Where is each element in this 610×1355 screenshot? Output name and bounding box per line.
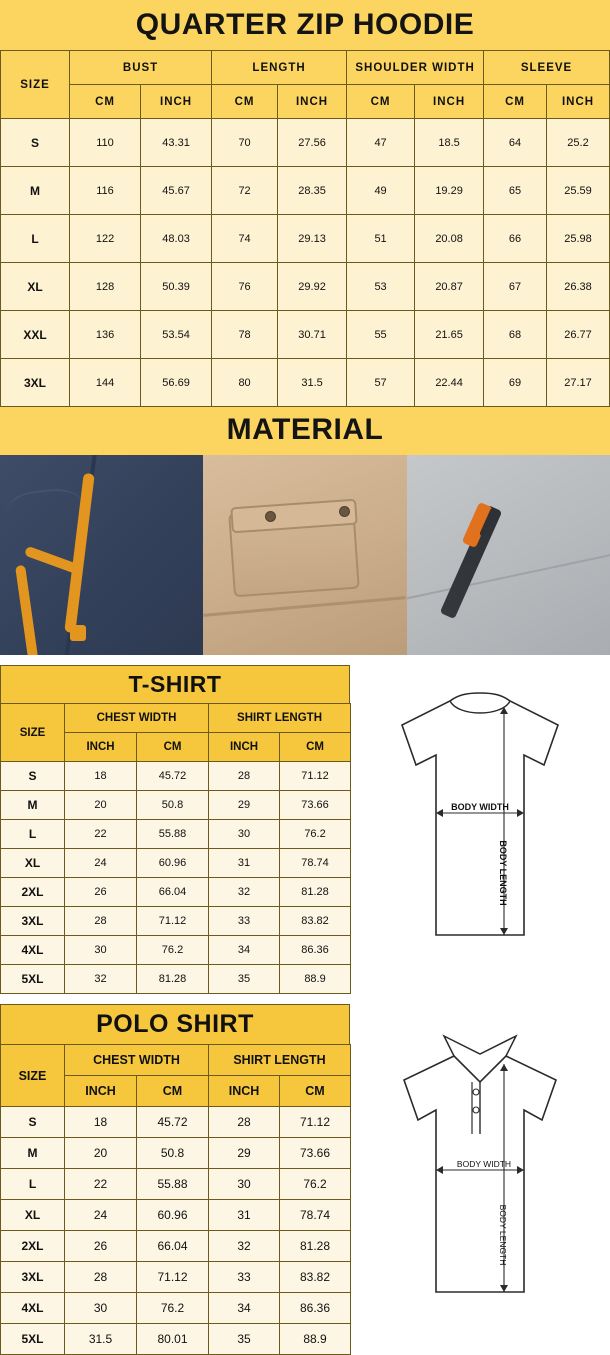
tshirt-size-table bbox=[0, 703, 351, 994]
cell: 28 bbox=[65, 907, 137, 936]
cell: 30 bbox=[65, 936, 137, 965]
tshirt-size-label: 3XL bbox=[1, 907, 65, 936]
cell: 67 bbox=[484, 263, 547, 311]
cell: 88.9 bbox=[280, 1324, 351, 1355]
polo-size-label: 4XL bbox=[1, 1293, 65, 1324]
cell: 74 bbox=[212, 215, 278, 263]
table-row bbox=[1, 119, 610, 167]
cell: 81.28 bbox=[280, 878, 351, 907]
cell: 20 bbox=[65, 791, 137, 820]
cell: 60.96 bbox=[137, 1200, 209, 1231]
cell: 53.54 bbox=[141, 311, 212, 359]
table-row bbox=[1, 1200, 351, 1231]
cell: 26 bbox=[65, 1231, 137, 1262]
hoodie-unit-length-cm: CM bbox=[212, 85, 278, 119]
hoodie-size-label: M bbox=[1, 167, 70, 215]
cell: 28.35 bbox=[278, 167, 347, 215]
tshirt-size-label: S bbox=[1, 762, 65, 791]
cell: 35 bbox=[209, 965, 280, 994]
polo-unit-length-cm: CM bbox=[280, 1076, 351, 1107]
cell: 65 bbox=[484, 167, 547, 215]
polo-body-length-label: BODY LENGTH bbox=[498, 1204, 508, 1266]
grey-fleece-pen-photo bbox=[407, 455, 610, 655]
hoodie-size-label: XXL bbox=[1, 311, 70, 359]
tshirt-diagram bbox=[350, 665, 610, 953]
polo-size-label: XL bbox=[1, 1200, 65, 1231]
cell: 66.04 bbox=[137, 1231, 209, 1262]
cell: 28 bbox=[209, 762, 280, 791]
table-row bbox=[1, 1231, 351, 1262]
polo-header-size: SIZE bbox=[1, 1045, 65, 1107]
cell: 88.9 bbox=[280, 965, 351, 994]
cell: 33 bbox=[209, 907, 280, 936]
hoodie-size-label: XL bbox=[1, 263, 70, 311]
hoodie-unit-sleeve-cm: CM bbox=[484, 85, 547, 119]
table-row bbox=[1, 311, 610, 359]
cell: 66.04 bbox=[137, 878, 209, 907]
cell: 55 bbox=[347, 311, 415, 359]
hoodie-header-size: SIZE bbox=[1, 51, 70, 119]
tshirt-unit-length-cm: CM bbox=[280, 733, 351, 762]
polo-unit-length-inch: INCH bbox=[209, 1076, 280, 1107]
cell: 73.66 bbox=[280, 791, 351, 820]
cell: 20.87 bbox=[415, 263, 484, 311]
cell: 30 bbox=[65, 1293, 137, 1324]
cell: 55.88 bbox=[137, 820, 209, 849]
cell: 20.08 bbox=[415, 215, 484, 263]
cell: 25.2 bbox=[547, 119, 610, 167]
cell: 72 bbox=[212, 167, 278, 215]
cell: 30.71 bbox=[278, 311, 347, 359]
cell: 71.12 bbox=[280, 762, 351, 791]
cell: 31.5 bbox=[278, 359, 347, 407]
cell: 45.67 bbox=[141, 167, 212, 215]
cell: 45.72 bbox=[137, 762, 209, 791]
tshirt-body-length-label: BODY LENGTH bbox=[498, 840, 508, 906]
polo-size-label: M bbox=[1, 1138, 65, 1169]
tshirt-body-width-label: BODY WIDTH bbox=[451, 802, 509, 812]
hoodie-size-table bbox=[0, 50, 610, 407]
cell: 47 bbox=[347, 119, 415, 167]
hoodie-unit-bust-inch: INCH bbox=[141, 85, 212, 119]
cell: 26.77 bbox=[547, 311, 610, 359]
cell: 18.5 bbox=[415, 119, 484, 167]
table-row bbox=[1, 359, 610, 407]
polo-header-shirt-length: SHIRT LENGTH bbox=[209, 1045, 351, 1076]
cell: 68 bbox=[484, 311, 547, 359]
cell: 30 bbox=[209, 820, 280, 849]
cell: 86.36 bbox=[280, 936, 351, 965]
cell: 50.8 bbox=[137, 1138, 209, 1169]
table-row bbox=[1, 849, 351, 878]
cell: 66 bbox=[484, 215, 547, 263]
hoodie-header-bust: BUST bbox=[70, 51, 212, 85]
cell: 78.74 bbox=[280, 849, 351, 878]
tshirt-header-shirt-length: SHIRT LENGTH bbox=[209, 704, 351, 733]
hoodie-size-label: 3XL bbox=[1, 359, 70, 407]
cell: 76.2 bbox=[137, 936, 209, 965]
tshirt-size-label: XL bbox=[1, 849, 65, 878]
cell: 110 bbox=[70, 119, 141, 167]
cell: 70 bbox=[212, 119, 278, 167]
cell: 51 bbox=[347, 215, 415, 263]
cell: 49 bbox=[347, 167, 415, 215]
cell: 25.98 bbox=[547, 215, 610, 263]
cell: 31 bbox=[209, 849, 280, 878]
cell: 34 bbox=[209, 1293, 280, 1324]
cell: 34 bbox=[209, 936, 280, 965]
tshirt-illustration bbox=[380, 683, 580, 953]
tshirt-size-label: 4XL bbox=[1, 936, 65, 965]
tshirt-title: T-SHIRT bbox=[0, 665, 350, 703]
hoodie-header-sleeve: SLEEVE bbox=[484, 51, 610, 85]
cell: 32 bbox=[209, 878, 280, 907]
cell: 33 bbox=[209, 1262, 280, 1293]
tshirt-size-label: L bbox=[1, 820, 65, 849]
cell: 22.44 bbox=[415, 359, 484, 407]
cell: 32 bbox=[209, 1231, 280, 1262]
cell: 26 bbox=[65, 878, 137, 907]
polo-size-label: 3XL bbox=[1, 1262, 65, 1293]
cell: 25.59 bbox=[547, 167, 610, 215]
cell: 71.12 bbox=[137, 1262, 209, 1293]
tshirt-size-label: 2XL bbox=[1, 878, 65, 907]
hoodie-unit-bust-cm: CM bbox=[70, 85, 141, 119]
tshirt-unit-chest-cm: CM bbox=[137, 733, 209, 762]
navy-hoodie-drawstring-photo bbox=[0, 455, 203, 655]
tan-sleeve-pocket-photo bbox=[203, 455, 406, 655]
cell: 81.28 bbox=[137, 965, 209, 994]
hoodie-unit-shoulder-inch: INCH bbox=[415, 85, 484, 119]
polo-title: POLO SHIRT bbox=[0, 1004, 350, 1044]
cell: 71.12 bbox=[137, 907, 209, 936]
cell: 83.82 bbox=[280, 1262, 351, 1293]
hoodie-size-label: S bbox=[1, 119, 70, 167]
table-row bbox=[1, 936, 351, 965]
cell: 21.65 bbox=[415, 311, 484, 359]
hoodie-section bbox=[0, 0, 610, 407]
hoodie-size-label: L bbox=[1, 215, 70, 263]
cell: 48.03 bbox=[141, 215, 212, 263]
polo-header-chest-width: CHEST WIDTH bbox=[65, 1045, 209, 1076]
cell: 76 bbox=[212, 263, 278, 311]
cell: 31 bbox=[209, 1200, 280, 1231]
cell: 69 bbox=[484, 359, 547, 407]
cell: 76.2 bbox=[280, 1169, 351, 1200]
cell: 28 bbox=[209, 1107, 280, 1138]
cell: 29 bbox=[209, 791, 280, 820]
table-row bbox=[1, 1262, 351, 1293]
cell: 122 bbox=[70, 215, 141, 263]
hoodie-unit-length-inch: INCH bbox=[278, 85, 347, 119]
cell: 83.82 bbox=[280, 907, 351, 936]
table-row bbox=[1, 215, 610, 263]
cell: 28 bbox=[65, 1262, 137, 1293]
cell: 29.92 bbox=[278, 263, 347, 311]
cell: 27.17 bbox=[547, 359, 610, 407]
cell: 29 bbox=[209, 1138, 280, 1169]
table-row bbox=[1, 263, 610, 311]
polo-illustration bbox=[380, 1030, 580, 1310]
polo-unit-chest-inch: INCH bbox=[65, 1076, 137, 1107]
cell: 45.72 bbox=[137, 1107, 209, 1138]
cell: 128 bbox=[70, 263, 141, 311]
cell: 32 bbox=[65, 965, 137, 994]
material-title: MATERIAL bbox=[0, 407, 610, 455]
material-photo-strip bbox=[0, 455, 610, 655]
cell: 76.2 bbox=[137, 1293, 209, 1324]
hoodie-title: QUARTER ZIP HOODIE bbox=[0, 0, 610, 50]
cell: 18 bbox=[65, 762, 137, 791]
cell: 78.74 bbox=[280, 1200, 351, 1231]
table-row bbox=[1, 878, 351, 907]
cell: 24 bbox=[65, 1200, 137, 1231]
cell: 136 bbox=[70, 311, 141, 359]
table-row bbox=[1, 965, 351, 994]
cell: 78 bbox=[212, 311, 278, 359]
table-row bbox=[1, 762, 351, 791]
cell: 76.2 bbox=[280, 820, 351, 849]
polo-diagram bbox=[350, 1004, 610, 1310]
table-row bbox=[1, 1293, 351, 1324]
polo-size-label: 2XL bbox=[1, 1231, 65, 1262]
table-row bbox=[1, 1107, 351, 1138]
tshirt-group-header-row bbox=[1, 704, 351, 733]
cell: 24 bbox=[65, 849, 137, 878]
cell: 27.56 bbox=[278, 119, 347, 167]
cell: 30 bbox=[209, 1169, 280, 1200]
tshirt-size-label: M bbox=[1, 791, 65, 820]
tshirt-section bbox=[0, 665, 610, 994]
cell: 18 bbox=[65, 1107, 137, 1138]
polo-body-width-label: BODY WIDTH bbox=[456, 1159, 512, 1169]
hoodie-unit-shoulder-cm: CM bbox=[347, 85, 415, 119]
cell: 20 bbox=[65, 1138, 137, 1169]
cell: 73.66 bbox=[280, 1138, 351, 1169]
cell: 56.69 bbox=[141, 359, 212, 407]
tshirt-size-label: 5XL bbox=[1, 965, 65, 994]
tshirt-unit-chest-inch: INCH bbox=[65, 733, 137, 762]
hoodie-unit-header-row bbox=[1, 85, 610, 119]
cell: 50.39 bbox=[141, 263, 212, 311]
cell: 55.88 bbox=[137, 1169, 209, 1200]
polo-size-label: 5XL bbox=[1, 1324, 65, 1355]
polo-size-label: S bbox=[1, 1107, 65, 1138]
cell: 86.36 bbox=[280, 1293, 351, 1324]
cell: 53 bbox=[347, 263, 415, 311]
tshirt-header-size: SIZE bbox=[1, 704, 65, 762]
hoodie-unit-sleeve-inch: INCH bbox=[547, 85, 610, 119]
cell: 31.5 bbox=[65, 1324, 137, 1355]
cell: 64 bbox=[484, 119, 547, 167]
cell: 22 bbox=[65, 820, 137, 849]
cell: 35 bbox=[209, 1324, 280, 1355]
cell: 50.8 bbox=[137, 791, 209, 820]
cell: 19.29 bbox=[415, 167, 484, 215]
hoodie-header-length: LENGTH bbox=[212, 51, 347, 85]
tshirt-header-chest-width: CHEST WIDTH bbox=[65, 704, 209, 733]
cell: 80 bbox=[212, 359, 278, 407]
polo-size-label: L bbox=[1, 1169, 65, 1200]
table-row bbox=[1, 820, 351, 849]
table-row bbox=[1, 1138, 351, 1169]
cell: 116 bbox=[70, 167, 141, 215]
polo-size-table bbox=[0, 1044, 351, 1355]
hoodie-group-header-row bbox=[1, 51, 610, 85]
polo-section bbox=[0, 1004, 610, 1355]
cell: 57 bbox=[347, 359, 415, 407]
cell: 22 bbox=[65, 1169, 137, 1200]
table-row bbox=[1, 167, 610, 215]
hoodie-header-shoulder-width: SHOULDER WIDTH bbox=[347, 51, 484, 85]
cell: 81.28 bbox=[280, 1231, 351, 1262]
cell: 26.38 bbox=[547, 263, 610, 311]
cell: 43.31 bbox=[141, 119, 212, 167]
table-row bbox=[1, 1169, 351, 1200]
cell: 144 bbox=[70, 359, 141, 407]
polo-unit-chest-cm: CM bbox=[137, 1076, 209, 1107]
table-row bbox=[1, 791, 351, 820]
tshirt-unit-length-inch: INCH bbox=[209, 733, 280, 762]
cell: 71.12 bbox=[280, 1107, 351, 1138]
cell: 29.13 bbox=[278, 215, 347, 263]
cell: 80.01 bbox=[137, 1324, 209, 1355]
polo-group-header-row bbox=[1, 1045, 351, 1076]
table-row bbox=[1, 907, 351, 936]
cell: 60.96 bbox=[137, 849, 209, 878]
